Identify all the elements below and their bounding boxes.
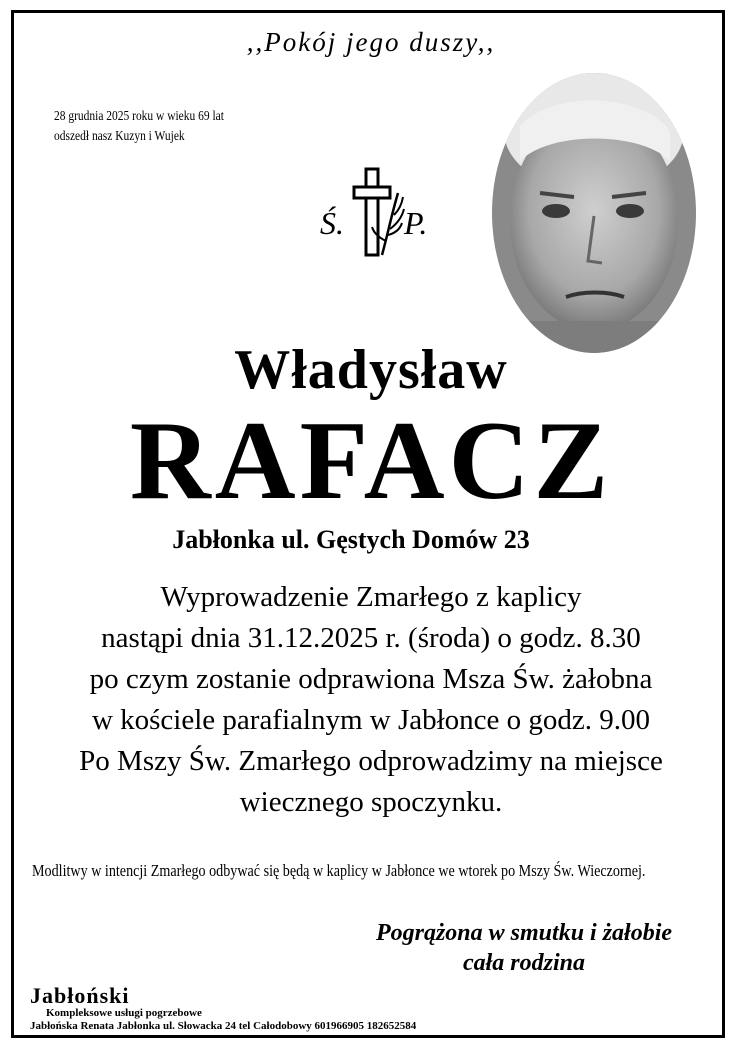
cross-icon: [348, 163, 408, 263]
deceased-photo: [490, 71, 698, 355]
ceremony-line: Po Mszy Św. Zmarłego odprowadzimy na miejsce: [79, 745, 663, 777]
cross-symbol: [320, 163, 440, 263]
ceremony-line: nastąpi dnia 31.12.2025 r. (środa) o godz. 8.30: [101, 622, 641, 654]
mourners: [314, 918, 734, 978]
death-info: [54, 107, 224, 147]
funeral-home-footer: [30, 985, 720, 1033]
sp-left-letter: Ś.: [320, 205, 344, 241]
deceased-first-name: Władysław: [234, 339, 508, 401]
death-info-date: 28 grudnia 2025 roku w wieku 69 lat: [54, 109, 224, 124]
ceremony-line: Wyprowadzenie Zmarłego z kaplicy: [160, 581, 582, 613]
death-info-relation: odszedł nasz Kuzyn i Wujek: [54, 129, 185, 144]
deceased-surname: RAFACZ: [129, 399, 613, 523]
obituary-frame: [11, 10, 725, 1038]
deceased-address: Jabłonka ul. Gęstych Domów 23: [172, 525, 530, 554]
funeral-home-tagline: Kompleksowe usługi pogrzebowe: [46, 1007, 202, 1019]
ceremony-line: po czym zostanie odprawiona Msza Św. żałobna: [89, 663, 653, 695]
prayer-note: Modlitwy w intencji Zmarłego odbywać się będą w kaplicy w Jabłonce we wtorek po Mszy Św. Wieczornej.: [32, 861, 646, 880]
motto: ,,Pokój jego duszy,,: [246, 27, 496, 57]
sp-right-letter: P.: [404, 205, 428, 241]
ceremony-details: [14, 577, 728, 823]
mourners-line-2: cała rodzina: [462, 950, 585, 976]
ceremony-line: wiecznego spoczynku.: [239, 786, 503, 818]
funeral-home-contact: Jabłońska Renata Jabłonka ul. Słowacka 24 tel Całodobowy 601966905 182652584: [30, 1020, 417, 1032]
mourners-line-1: Pogrążona w smutku i żałobie: [375, 920, 673, 946]
ceremony-line: w kościele parafialnym w Jabłonce o godz. 9.00: [91, 704, 651, 736]
funeral-home-logo: Jabłoński: [30, 983, 130, 1008]
